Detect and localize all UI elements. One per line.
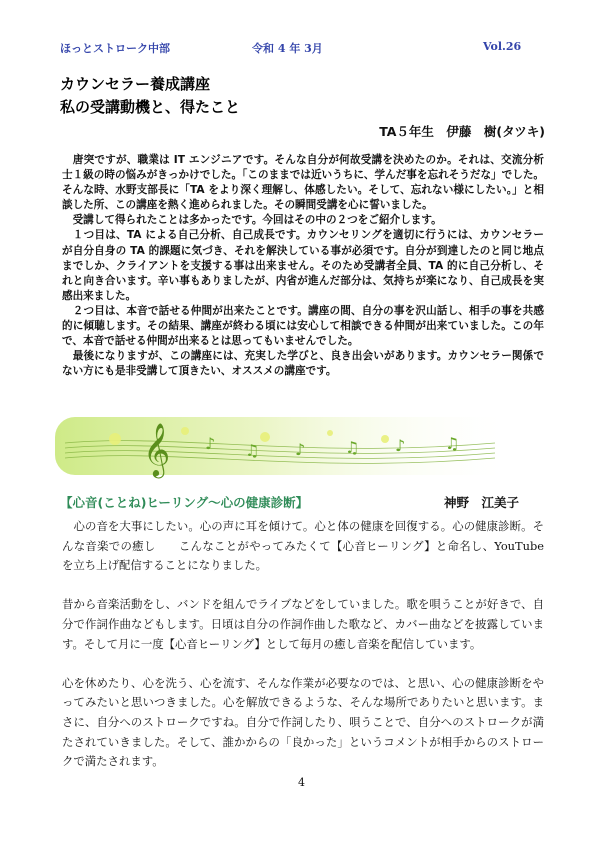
article1-body bbox=[62, 153, 544, 379]
music-note-icon: ♪ bbox=[295, 440, 306, 459]
article2-author: 神野 江美子 bbox=[444, 495, 520, 510]
article1-paragraph: 最後になりますが、この講座には、充実した学びと、良き出会いがあります。カウンセラー関係でない方にも是非受講して頂きたい、オススメの講座です。 bbox=[62, 350, 544, 378]
article2-paragraph: 昔から音楽活動をし、バンドを組んでライブなどをしていました。歌を唄うことが好きで、自分で作詞作曲などもします。日頃は自分の作詞作曲した歌など、カバー曲などを披露しています。そして月に一度【心音ヒーリング】として毎月の癒し音楽を配信しています。 bbox=[62, 597, 544, 651]
article1-paragraph: 唐突ですが、職業は IT エンジニアです。そんな自分が何故受講を決めたのか。それは、交流分析士１級の時の悩みがきっかけでした。「このままでは近いうちに、学んだ事を忘れそうだな」でした。そんな時、水野支部長に「TA をより深く理解し、体感したい。そして、忘れない様にしたい。」と相談した所、この講座を熱く進められました。その瞬間受講を心に誓いました。 bbox=[62, 154, 545, 212]
article1-paragraph: ２つ目は、本音で話せる仲間が出来たことです。講座の間、自分の事を沢山話し、相手の事を共感的に傾聴します。その結果、講座が終わる頃には安心して相談できる仲間が出来ていました。この年で、本音で話せる仲間が出来るとは思ってもいませんでした。 bbox=[62, 304, 544, 348]
music-note-icon: ♫ bbox=[345, 438, 360, 457]
music-note-icon: ♫ bbox=[245, 441, 260, 460]
article1-byline: TA５年生 伊藤 樹(タツキ) bbox=[379, 124, 545, 139]
article1-title-line2: 私の受講動機と、得たこと bbox=[60, 98, 241, 116]
article1-title-line1: カウンセラー養成講座 bbox=[60, 75, 211, 93]
article1-paragraph: 受講して得られたことは多かったです。今回はその中の２つをご紹介します。 bbox=[62, 214, 442, 227]
article2-paragraph: 心を休めたり、心を洗う、心を流す、そんな作業が必要なのでは、と思い、心の健康診断をやってみたいと思いつきました。心を解放できるような、そんな場所でありたいと思います。まさに、自分へのストロークですね。自分で作詞したり、唄うことで、自分へのストロークが満たされていきました。そして、誰かからの「良かった」というコメントが相手からのストロークで満たされます。 bbox=[62, 675, 544, 769]
page-number: 4 bbox=[298, 776, 305, 789]
treble-clef-icon: 𝄞 bbox=[143, 422, 171, 476]
music-note-icon: ♪ bbox=[395, 436, 406, 455]
article2-paragraph: 心の音を大事にしたい。心の声に耳を傾けて。心と体の健康を回復する。心の健康診断。そんな音楽での癒し こんなことがやってみたくて【心音ヒーリング】と命名し、YouTube を立ち上げ配信することになりました。 bbox=[62, 519, 544, 573]
music-notes-banner bbox=[55, 409, 515, 484]
article2-body bbox=[62, 517, 544, 772]
music-note-icon: ♫ bbox=[445, 434, 460, 453]
article1-paragraph: １つ目は、TA による自己分析、自己成長です。カウンセリングを適切に行うには、カウンセラー が自分自身の TA 的課題に気づき、それを解決している事が必須です。自分が到達したのと同じ地点までしか、クライアントを支援する事は出来ません。そのため受講者全員、TA 的に自己分析し、それと向き合います。辛い事もありましたが、内省が進んだ部分は、気持ちが楽になり、自己成長を実感出来ました。 bbox=[62, 229, 544, 302]
issue-date: 令和 4 年 3月 bbox=[252, 42, 323, 55]
article2-title: 【心音(ことね)ヒーリング～心の健康診断】 bbox=[60, 495, 309, 510]
newsletter-name: ほっとストローク中部 bbox=[60, 42, 170, 55]
volume-number: Vol.26 bbox=[483, 40, 522, 53]
music-note-icon: ♪ bbox=[205, 434, 216, 453]
